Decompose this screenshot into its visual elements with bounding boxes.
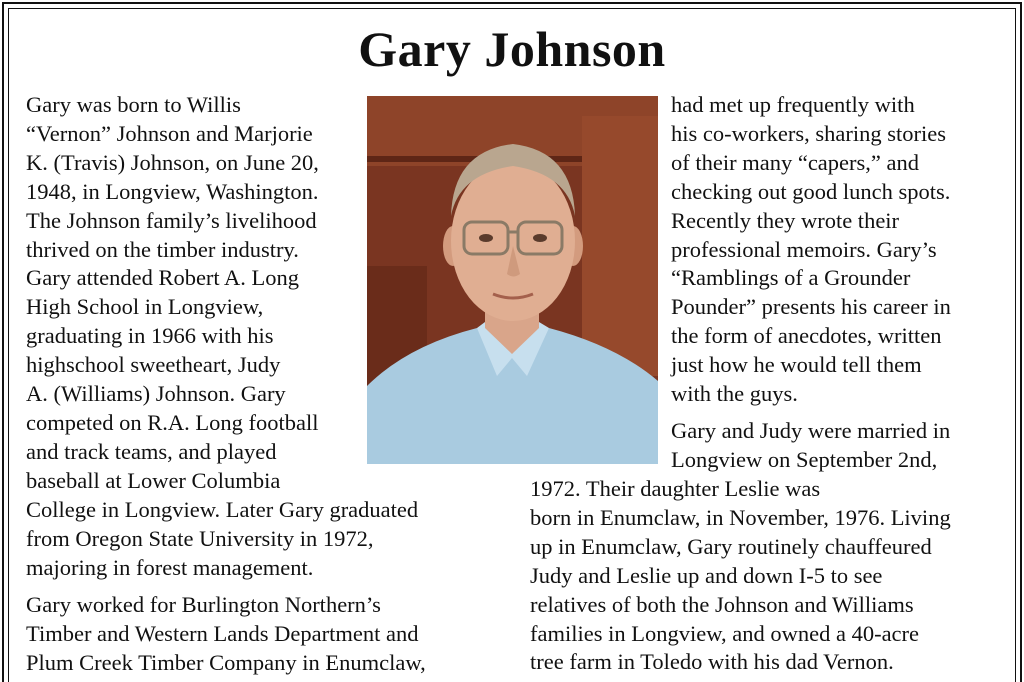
right-column-bottom bbox=[530, 475, 951, 677]
text-line: Pounder” presents his career in bbox=[671, 294, 951, 320]
text-line: K. (Travis) Johnson, on June 20, bbox=[26, 149, 319, 175]
text-line: professional memoirs. Gary’s bbox=[671, 236, 937, 262]
paragraph-gap bbox=[26, 583, 426, 591]
text-line: Longview on September 2nd, bbox=[671, 446, 938, 472]
text-line: Gary attended Robert A. Long bbox=[26, 265, 300, 291]
text-line: The Johnson family’s livelihood bbox=[26, 207, 317, 233]
text-line: and track teams, and played bbox=[26, 438, 277, 464]
right-column-top bbox=[671, 91, 951, 475]
text-line: Gary worked for Burlington Northern’s bbox=[26, 591, 381, 617]
text-line: High School in Longview, bbox=[26, 294, 264, 320]
text-line: Plum Creek Timber Company in Enumclaw, bbox=[26, 649, 426, 675]
text-line: competed on R.A. Long football bbox=[26, 409, 319, 435]
text-line: relatives of both the Johnson and Williams bbox=[530, 591, 914, 617]
text-line: College in Longview. Later Gary graduated bbox=[26, 497, 419, 522]
text-line: checking out good lunch spots. bbox=[671, 178, 951, 204]
text-line: Judy and Leslie up and down I-5 to see bbox=[530, 562, 883, 588]
text-line: A. (Williams) Johnson. Gary bbox=[26, 381, 286, 407]
text-line: just how he would tell them bbox=[671, 352, 922, 378]
text-line: up in Enumclaw, Gary routinely chauffeured bbox=[530, 533, 932, 559]
text-line: thrived on the timber industry. bbox=[26, 236, 299, 262]
paragraph-gap bbox=[671, 409, 951, 417]
text-line: majoring in forest management. bbox=[26, 554, 314, 580]
text-line: his co-workers, sharing stories bbox=[671, 120, 946, 146]
page-title: Gary Johnson bbox=[358, 21, 666, 77]
text-line: had met up frequently with bbox=[671, 92, 915, 117]
text-line: Gary was born to Willis bbox=[26, 92, 241, 117]
left-column-top bbox=[26, 91, 319, 496]
text-line: 1948, in Longview, Washington. bbox=[26, 178, 319, 204]
text-line: from Oregon State University in 1972, bbox=[26, 525, 374, 551]
text-line: Timber and Western Lands Department and bbox=[26, 620, 419, 646]
text-line: the form of anecdotes, written bbox=[671, 323, 942, 349]
text-line: highschool sweetheart, Judy bbox=[26, 352, 281, 378]
text-line: families in Longview, and owned a 40-acre bbox=[530, 620, 920, 646]
text-line: with the guys. bbox=[671, 381, 798, 407]
text-line: 1972. Their daughter Leslie was bbox=[530, 476, 821, 501]
left-column-bottom bbox=[26, 496, 426, 677]
text-line: of their many “capers,” and bbox=[671, 149, 920, 175]
portrait-photo-icon bbox=[367, 96, 658, 464]
text-line: graduating in 1966 with his bbox=[26, 323, 274, 349]
text-line: Gary and Judy were married in bbox=[671, 417, 951, 443]
text-line: “Vernon” Johnson and Marjorie bbox=[26, 120, 313, 146]
text-line: baseball at Lower Columbia bbox=[26, 467, 281, 493]
text-line: born in Enumclaw, in November, 1976. Living bbox=[530, 504, 951, 530]
text-line: Recently they wrote their bbox=[671, 207, 900, 233]
text-line: “Ramblings of a Grounder bbox=[671, 265, 911, 291]
text-line: tree farm in Toledo with his dad Vernon. bbox=[530, 649, 894, 675]
